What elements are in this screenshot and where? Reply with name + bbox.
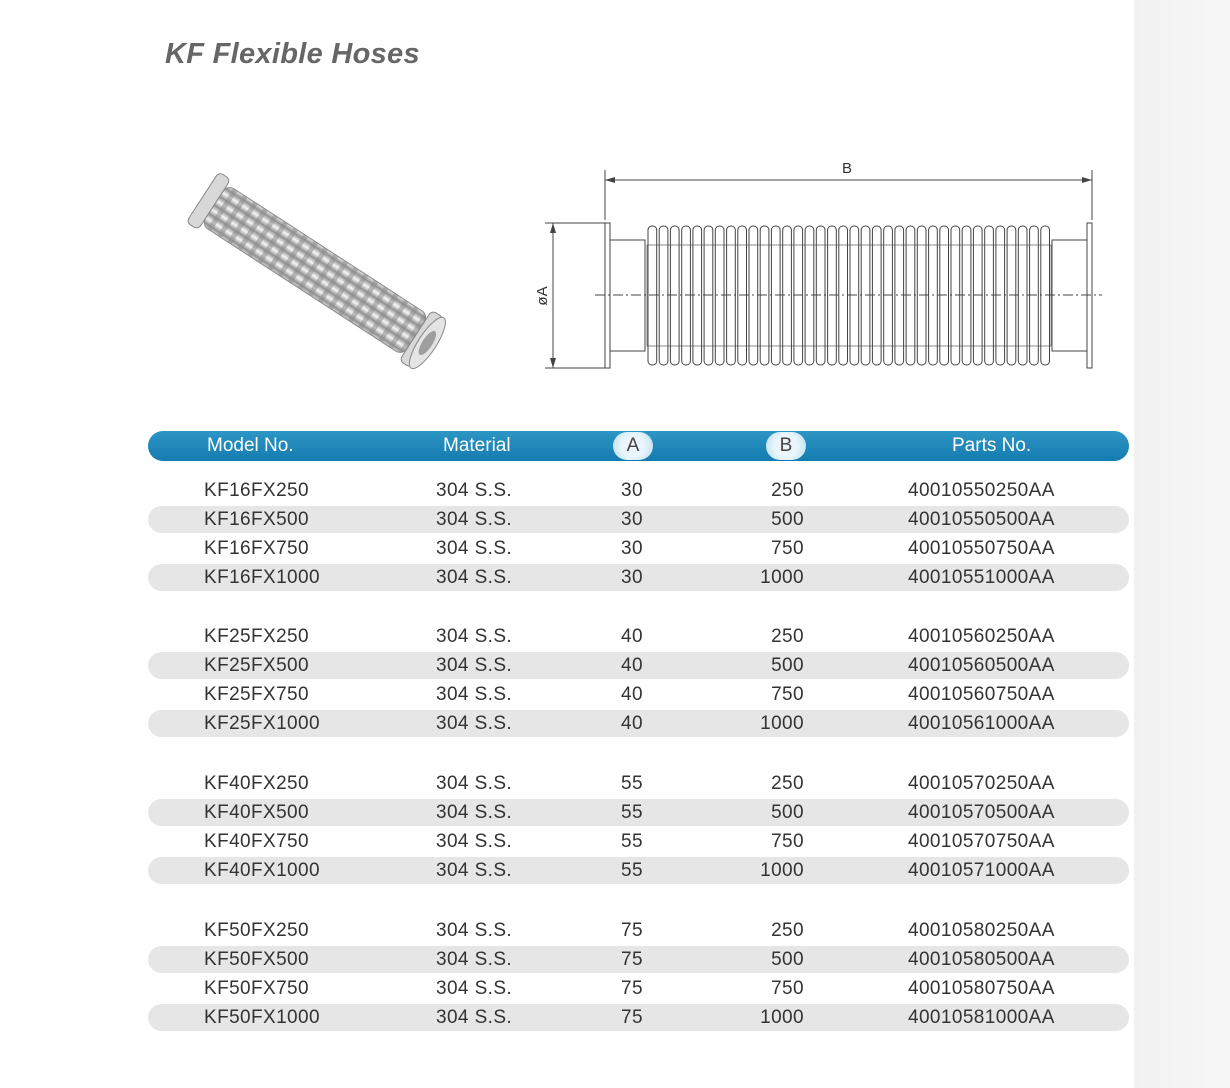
b-cell: 750 <box>771 978 804 999</box>
parts-cell: 40010571000AA <box>908 860 1055 881</box>
hose-photo <box>165 170 465 370</box>
material-cell: 304 S.S. <box>436 713 513 734</box>
b-cell: 500 <box>771 949 804 970</box>
table-row <box>148 770 1129 797</box>
b-cell: 250 <box>771 626 804 647</box>
table-row <box>148 799 1129 826</box>
a-cell: 75 <box>621 949 643 970</box>
table-row <box>148 506 1129 533</box>
material-cell: 304 S.S. <box>436 920 513 941</box>
model-cell: KF40FX750 <box>204 831 309 852</box>
model-cell: KF16FX1000 <box>204 567 320 588</box>
model-cell: KF25FX500 <box>204 655 309 676</box>
header-b: B <box>766 432 806 460</box>
material-cell: 304 S.S. <box>436 567 513 588</box>
material-cell: 304 S.S. <box>436 978 513 999</box>
b-cell: 1000 <box>760 713 804 734</box>
table-row <box>148 1004 1129 1031</box>
parts-cell: 40010561000AA <box>908 713 1055 734</box>
a-cell: 30 <box>621 538 643 559</box>
table-row <box>148 710 1129 737</box>
dimension-b-label: B <box>841 160 853 177</box>
table-row <box>148 477 1129 504</box>
parts-cell: 40010550250AA <box>908 480 1055 501</box>
material-cell: 304 S.S. <box>436 802 513 823</box>
parts-cell: 40010570750AA <box>908 831 1055 852</box>
parts-cell: 40010560500AA <box>908 655 1055 676</box>
header-model: Model No. <box>207 435 294 456</box>
material-cell: 304 S.S. <box>436 773 513 794</box>
parts-cell: 40010551000AA <box>908 567 1055 588</box>
dimension-a-label: øA <box>534 286 551 306</box>
a-cell: 75 <box>621 1007 643 1028</box>
b-cell: 1000 <box>760 567 804 588</box>
header-material: Material <box>443 435 511 456</box>
model-cell: KF40FX1000 <box>204 860 320 881</box>
model-cell: KF25FX250 <box>204 626 309 647</box>
parts-cell: 40010570250AA <box>908 773 1055 794</box>
header-a: A <box>613 432 653 460</box>
a-cell: 30 <box>621 509 643 530</box>
header-parts: Parts No. <box>952 435 1032 456</box>
table-row <box>148 828 1129 855</box>
model-cell: KF16FX250 <box>204 480 309 501</box>
b-cell: 500 <box>771 509 804 530</box>
table-row <box>148 564 1129 591</box>
a-cell: 55 <box>621 773 643 794</box>
material-cell: 304 S.S. <box>436 626 513 647</box>
parts-cell: 40010581000AA <box>908 1007 1055 1028</box>
a-cell: 55 <box>621 802 643 823</box>
material-cell: 304 S.S. <box>436 684 513 705</box>
table-row <box>148 917 1129 944</box>
material-cell: 304 S.S. <box>436 509 513 530</box>
b-cell: 750 <box>771 831 804 852</box>
table-row <box>148 681 1129 708</box>
a-cell: 55 <box>621 831 643 852</box>
table-header <box>148 431 1129 461</box>
a-cell: 75 <box>621 920 643 941</box>
material-cell: 304 S.S. <box>436 860 513 881</box>
table-row <box>148 623 1129 650</box>
b-cell: 250 <box>771 480 804 501</box>
model-cell: KF25FX750 <box>204 684 309 705</box>
a-cell: 40 <box>621 655 643 676</box>
a-cell: 30 <box>621 480 643 501</box>
technical-drawing <box>525 150 1115 385</box>
parts-cell: 40010580750AA <box>908 978 1055 999</box>
table-row <box>148 535 1129 562</box>
parts-cell: 40010580500AA <box>908 949 1055 970</box>
model-cell: KF40FX250 <box>204 773 309 794</box>
page-edge-shadow <box>1134 0 1230 1088</box>
parts-cell: 40010550500AA <box>908 509 1055 530</box>
page-title: KF Flexible Hoses <box>165 38 420 70</box>
model-cell: KF25FX1000 <box>204 713 320 734</box>
table-row <box>148 975 1129 1002</box>
b-cell: 500 <box>771 655 804 676</box>
a-cell: 30 <box>621 567 643 588</box>
material-cell: 304 S.S. <box>436 949 513 970</box>
b-cell: 750 <box>771 538 804 559</box>
b-cell: 750 <box>771 684 804 705</box>
b-cell: 1000 <box>760 1007 804 1028</box>
a-cell: 75 <box>621 978 643 999</box>
model-cell: KF50FX250 <box>204 920 309 941</box>
model-cell: KF16FX500 <box>204 509 309 530</box>
b-cell: 500 <box>771 802 804 823</box>
model-cell: KF40FX500 <box>204 802 309 823</box>
table-row <box>148 857 1129 884</box>
material-cell: 304 S.S. <box>436 1007 513 1028</box>
parts-cell: 40010580250AA <box>908 920 1055 941</box>
material-cell: 304 S.S. <box>436 538 513 559</box>
model-cell: KF50FX750 <box>204 978 309 999</box>
model-cell: KF50FX1000 <box>204 1007 320 1028</box>
material-cell: 304 S.S. <box>436 831 513 852</box>
table-row <box>148 652 1129 679</box>
parts-cell: 40010570500AA <box>908 802 1055 823</box>
b-cell: 1000 <box>760 860 804 881</box>
parts-cell: 40010560250AA <box>908 626 1055 647</box>
b-cell: 250 <box>771 773 804 794</box>
a-cell: 40 <box>621 626 643 647</box>
a-cell: 40 <box>621 684 643 705</box>
model-cell: KF50FX500 <box>204 949 309 970</box>
material-cell: 304 S.S. <box>436 655 513 676</box>
a-cell: 40 <box>621 713 643 734</box>
a-cell: 55 <box>621 860 643 881</box>
parts-cell: 40010550750AA <box>908 538 1055 559</box>
parts-cell: 40010560750AA <box>908 684 1055 705</box>
b-cell: 250 <box>771 920 804 941</box>
model-cell: KF16FX750 <box>204 538 309 559</box>
material-cell: 304 S.S. <box>436 480 513 501</box>
table-row <box>148 946 1129 973</box>
